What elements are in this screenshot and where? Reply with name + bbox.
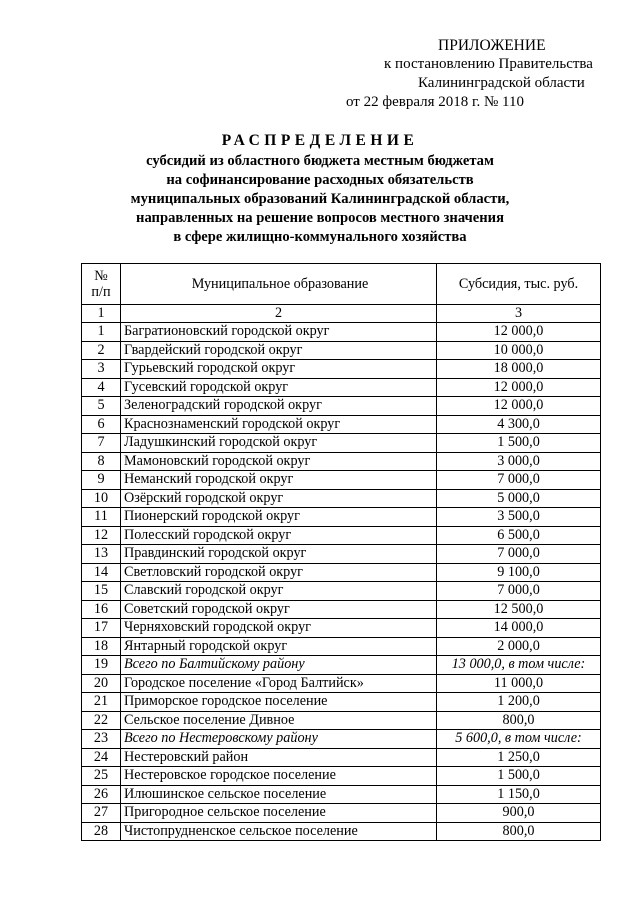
- row-subsidy: 800,0: [437, 822, 601, 841]
- row-subsidy: 18 000,0: [437, 360, 601, 379]
- row-number: 24: [82, 748, 121, 767]
- row-number: 27: [82, 804, 121, 823]
- row-municipality: Гурьевский городской округ: [121, 360, 437, 379]
- column-number: 3: [437, 305, 601, 323]
- table-row: [82, 397, 601, 416]
- row-municipality: Светловский городской округ: [121, 563, 437, 582]
- subsidy-table: [81, 263, 601, 841]
- row-municipality: Багратионовский городской округ: [121, 323, 437, 342]
- row-number: 7: [82, 434, 121, 453]
- document-title: РАСПРЕДЕЛЕНИЕ: [221, 132, 419, 149]
- subtitle-line: субсидий из областного бюджета местным бюджетам: [146, 153, 494, 169]
- row-municipality: Приморское городское поселение: [121, 693, 437, 712]
- header-number: [82, 264, 121, 305]
- row-municipality: Всего по Нестеровскому району: [121, 730, 437, 749]
- row-number: 13: [82, 545, 121, 564]
- subtitle-line: на софинансирование расходных обязательств: [166, 172, 474, 188]
- row-number: 23: [82, 730, 121, 749]
- row-municipality: Пионерский городской округ: [121, 508, 437, 527]
- row-subsidy: 5 600,0, в том числе:: [437, 730, 601, 749]
- table-row: [82, 360, 601, 379]
- row-subsidy: 12 000,0: [437, 397, 601, 416]
- table-row: [82, 674, 601, 693]
- row-subsidy: 6 500,0: [437, 526, 601, 545]
- row-municipality: Черняховский городской округ: [121, 619, 437, 638]
- table-row: [82, 785, 601, 804]
- row-municipality: Янтарный городской округ: [121, 637, 437, 656]
- subtitle-line: муниципальных образований Калининградской области,: [130, 191, 510, 207]
- table-body: [82, 305, 601, 841]
- row-number: 26: [82, 785, 121, 804]
- row-subsidy: 900,0: [437, 804, 601, 823]
- table-row: [82, 822, 601, 841]
- row-subsidy: 1 200,0: [437, 693, 601, 712]
- column-number: 1: [82, 305, 121, 323]
- row-subsidy: 9 100,0: [437, 563, 601, 582]
- annex-block: [336, 36, 636, 112]
- annex-line-date: от 22 февраля 2018 г. № 110: [346, 94, 524, 110]
- document-heading: [0, 130, 640, 247]
- row-number: 11: [82, 508, 121, 527]
- table-row: [82, 489, 601, 508]
- row-municipality: Городское поселение «Город Балтийск»: [121, 674, 437, 693]
- row-municipality: Советский городской округ: [121, 600, 437, 619]
- row-number: 20: [82, 674, 121, 693]
- row-municipality: Краснознаменский городской округ: [121, 415, 437, 434]
- row-municipality: Озёрский городской округ: [121, 489, 437, 508]
- row-number: 17: [82, 619, 121, 638]
- table-row: [82, 323, 601, 342]
- table-row: [82, 748, 601, 767]
- table-total-row: [82, 656, 601, 675]
- annex-line-region: Калининградской области: [418, 75, 585, 91]
- row-number: 16: [82, 600, 121, 619]
- column-number-row: [82, 305, 601, 323]
- row-municipality: Неманский городской округ: [121, 471, 437, 490]
- row-number: 8: [82, 452, 121, 471]
- row-municipality: Гусевский городской округ: [121, 378, 437, 397]
- header-municipality: Муниципальное образование: [121, 264, 437, 305]
- row-number: 14: [82, 563, 121, 582]
- table-row: [82, 415, 601, 434]
- row-municipality: Чистопрудненское сельское поселение: [121, 822, 437, 841]
- row-municipality: Зеленоградский городской округ: [121, 397, 437, 416]
- row-municipality: Нестеровское городское поселение: [121, 767, 437, 786]
- row-subsidy: 5 000,0: [437, 489, 601, 508]
- row-subsidy: 13 000,0, в том числе:: [437, 656, 601, 675]
- table-row: [82, 693, 601, 712]
- row-number: 2: [82, 341, 121, 360]
- row-number: 22: [82, 711, 121, 730]
- table-header-row: [82, 264, 601, 305]
- subtitle-line: в сфере жилищно-коммунального хозяйства: [173, 229, 467, 245]
- row-number: 12: [82, 526, 121, 545]
- row-municipality: Илюшинское сельское поселение: [121, 785, 437, 804]
- table-row: [82, 378, 601, 397]
- table-row: [82, 452, 601, 471]
- row-municipality: Мамоновский городской округ: [121, 452, 437, 471]
- row-subsidy: 12 000,0: [437, 323, 601, 342]
- row-subsidy: 11 000,0: [437, 674, 601, 693]
- header-number-line: п/п: [91, 284, 111, 300]
- row-municipality: Славский городской округ: [121, 582, 437, 601]
- column-number: 2: [121, 305, 437, 323]
- row-municipality: Правдинский городской округ: [121, 545, 437, 564]
- row-subsidy: 1 500,0: [437, 767, 601, 786]
- annex-title: ПРИЛОЖЕНИЕ: [438, 37, 546, 54]
- row-number: 15: [82, 582, 121, 601]
- row-number: 21: [82, 693, 121, 712]
- row-subsidy: 7 000,0: [437, 471, 601, 490]
- row-number: 6: [82, 415, 121, 434]
- table-row: [82, 526, 601, 545]
- row-subsidy: 12 500,0: [437, 600, 601, 619]
- row-subsidy: 14 000,0: [437, 619, 601, 638]
- row-subsidy: 2 000,0: [437, 637, 601, 656]
- row-municipality: Полесский городской округ: [121, 526, 437, 545]
- row-subsidy: 3 500,0: [437, 508, 601, 527]
- header-number-line: №: [94, 268, 108, 284]
- row-subsidy: 800,0: [437, 711, 601, 730]
- table-row: [82, 563, 601, 582]
- row-subsidy: 1 250,0: [437, 748, 601, 767]
- row-municipality: Всего по Балтийскому району: [121, 656, 437, 675]
- row-subsidy: 7 000,0: [437, 545, 601, 564]
- table-row: [82, 767, 601, 786]
- row-number: 9: [82, 471, 121, 490]
- annex-line-resolution: к постановлению Правительства: [384, 56, 593, 72]
- row-number: 4: [82, 378, 121, 397]
- row-subsidy: 10 000,0: [437, 341, 601, 360]
- row-subsidy: 7 000,0: [437, 582, 601, 601]
- table-row: [82, 600, 601, 619]
- row-number: 19: [82, 656, 121, 675]
- table-row: [82, 508, 601, 527]
- table-row: [82, 619, 601, 638]
- row-subsidy: 1 500,0: [437, 434, 601, 453]
- table-row: [82, 711, 601, 730]
- table-row: [82, 582, 601, 601]
- row-municipality: Ладушкинский городской округ: [121, 434, 437, 453]
- row-municipality: Пригородное сельское поселение: [121, 804, 437, 823]
- row-municipality: Гвардейский городской округ: [121, 341, 437, 360]
- row-subsidy: 3 000,0: [437, 452, 601, 471]
- table-row: [82, 804, 601, 823]
- row-subsidy: 4 300,0: [437, 415, 601, 434]
- table-row: [82, 471, 601, 490]
- table-row: [82, 434, 601, 453]
- row-municipality: Сельское поселение Дивное: [121, 711, 437, 730]
- row-number: 1: [82, 323, 121, 342]
- row-number: 10: [82, 489, 121, 508]
- table-row: [82, 545, 601, 564]
- table-row: [82, 637, 601, 656]
- row-number: 28: [82, 822, 121, 841]
- row-subsidy: 12 000,0: [437, 378, 601, 397]
- table-total-row: [82, 730, 601, 749]
- row-municipality: Нестеровский район: [121, 748, 437, 767]
- row-number: 3: [82, 360, 121, 379]
- subtitle-line: направленных на решение вопросов местного значения: [136, 210, 504, 226]
- row-subsidy: 1 150,0: [437, 785, 601, 804]
- row-number: 25: [82, 767, 121, 786]
- table-row: [82, 341, 601, 360]
- row-number: 5: [82, 397, 121, 416]
- row-number: 18: [82, 637, 121, 656]
- header-subsidy: Субсидия, тыс. руб.: [437, 264, 601, 305]
